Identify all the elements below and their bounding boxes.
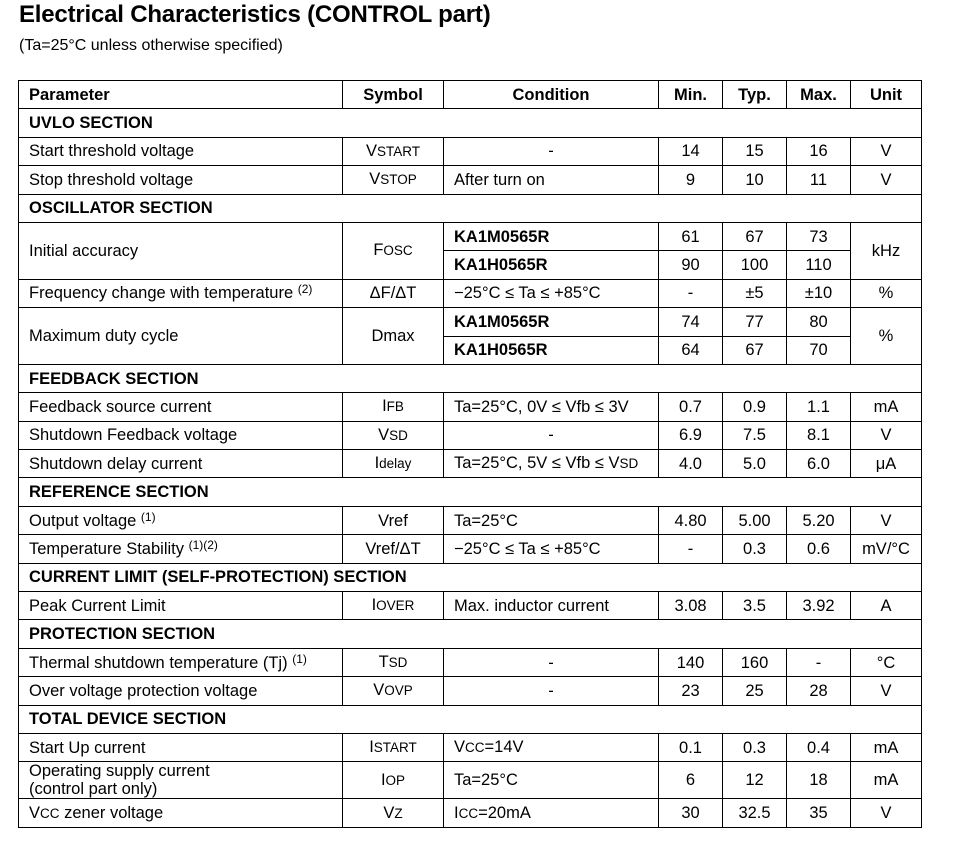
section-title: PROTECTION SECTION (19, 620, 922, 648)
footnote-ref: (2) (297, 282, 313, 297)
param-cell (19, 279, 343, 307)
footnote-ref: (1)(2) (188, 537, 218, 552)
section-title: UVLO SECTION (19, 109, 922, 137)
condition-cell (444, 733, 659, 761)
symbol-main: I (382, 397, 387, 416)
max-cell: - (787, 648, 851, 676)
max-cell: 0.4 (787, 733, 851, 761)
max-cell: 11 (787, 166, 851, 194)
condition-cell: KA1M0565R (444, 222, 659, 250)
max-cell: 80 (787, 308, 851, 336)
symbol-cell (343, 421, 444, 449)
param-rest: zener voltage (59, 803, 164, 822)
condition-cell (444, 450, 659, 478)
min-cell: 6 (659, 762, 723, 799)
symbol-cell (343, 222, 444, 279)
condition-cell: - (444, 648, 659, 676)
condition-value: =14V (484, 738, 524, 757)
symbol-sub: OSC (383, 243, 413, 259)
table-row (19, 166, 922, 194)
section-row (19, 620, 922, 648)
typ-cell: 7.5 (723, 421, 787, 449)
header-min: Min. (659, 81, 723, 109)
section-row (19, 563, 922, 591)
max-cell: 16 (787, 137, 851, 165)
param-cell: Peak Current Limit (19, 592, 343, 620)
table-row (19, 137, 922, 165)
max-cell: 1.1 (787, 393, 851, 421)
min-cell: 23 (659, 677, 723, 705)
min-cell: 140 (659, 648, 723, 676)
symbol-cell (343, 166, 444, 194)
unit-cell: mA (851, 733, 922, 761)
condition-sub: CC (465, 740, 485, 756)
table-row (19, 506, 922, 534)
min-cell: 0.7 (659, 393, 723, 421)
section-title: TOTAL DEVICE SECTION (19, 705, 922, 733)
unit-cell: % (851, 279, 922, 307)
symbol-cell (343, 762, 444, 799)
table-row (19, 450, 922, 478)
footnote-ref: (1) (292, 651, 307, 666)
section-title: OSCILLATOR SECTION (19, 194, 922, 222)
unit-cell: V (851, 799, 922, 827)
symbol-cell: Vref/ΔT (343, 535, 444, 563)
page-subtitle: (Ta=25°C unless otherwise specified) (19, 37, 283, 54)
max-cell: 110 (787, 251, 851, 279)
typ-cell: 10 (723, 166, 787, 194)
param-cell: Start threshold voltage (19, 137, 343, 165)
typ-cell: 5.0 (723, 450, 787, 478)
symbol-main: I (371, 596, 377, 615)
condition-cell: - (444, 137, 659, 165)
unit-cell: V (851, 166, 922, 194)
symbol-cell: Dmax (343, 308, 444, 365)
param-cell (19, 762, 343, 799)
condition-cell (444, 799, 659, 827)
param-cell (19, 506, 343, 534)
condition-cell: KA1M0565R (444, 308, 659, 336)
max-cell: 6.0 (787, 450, 851, 478)
symbol-cell (343, 393, 444, 421)
table-row (19, 308, 922, 336)
symbol-main: F (373, 241, 384, 260)
section-row (19, 364, 922, 392)
param-cell: Stop threshold voltage (19, 166, 343, 194)
symbol-sub: START (373, 740, 417, 756)
table-row (19, 592, 922, 620)
max-cell: 0.6 (787, 535, 851, 563)
typ-cell: 0.9 (723, 393, 787, 421)
max-cell: 3.92 (787, 592, 851, 620)
param-cell: Over voltage protection voltage (19, 677, 343, 705)
min-cell: 90 (659, 251, 723, 279)
section-row (19, 109, 922, 137)
param-cell (19, 535, 343, 563)
condition-sub: CC (458, 805, 479, 821)
typ-cell: 77 (723, 308, 787, 336)
condition-cell: Max. inductor current (444, 592, 659, 620)
section-title: CURRENT LIMIT (SELF-PROTECTION) SECTION (19, 563, 922, 591)
min-cell: 6.9 (659, 421, 723, 449)
param-text: Thermal shutdown temperature (Tj) (29, 653, 288, 672)
param-line-2: (control part only) (29, 780, 158, 799)
typ-cell: 25 (723, 677, 787, 705)
condition-cell: After turn on (444, 166, 659, 194)
page-title: Electrical Characteristics (CONTROL part) (19, 1, 491, 28)
min-cell: 14 (659, 137, 723, 165)
param-sub: CC (40, 805, 60, 821)
table-row (19, 733, 922, 761)
max-cell: 35 (787, 799, 851, 827)
symbol-main: T (378, 653, 389, 671)
section-title: FEEDBACK SECTION (19, 364, 922, 392)
table-row (19, 677, 922, 705)
condition-cell: KA1H0565R (444, 251, 659, 279)
max-cell: 28 (787, 677, 851, 705)
header-max: Max. (787, 81, 851, 109)
condition-cell: Ta=25°C (444, 762, 659, 799)
unit-cell: V (851, 677, 922, 705)
symbol-cell (343, 733, 444, 761)
table-row (19, 421, 922, 449)
table-row (19, 393, 922, 421)
header-symbol: Symbol (343, 81, 444, 109)
param-text: Temperature Stability (29, 539, 184, 558)
condition-cell: Ta=25°C (444, 506, 659, 534)
condition-main: I (454, 803, 459, 822)
typ-cell: 5.00 (723, 506, 787, 534)
unit-cell: mA (851, 762, 922, 799)
unit-cell: μA (851, 450, 922, 478)
symbol-main: V (383, 803, 395, 822)
param-cell: Feedback source current (19, 393, 343, 421)
condition-cell: - (444, 677, 659, 705)
symbol-cell (343, 648, 444, 676)
symbol-cell (343, 450, 444, 478)
unit-cell: V (851, 506, 922, 534)
symbol-main: V (378, 425, 390, 444)
param-cell: Start Up current (19, 733, 343, 761)
table-row (19, 279, 922, 307)
table-row (19, 535, 922, 563)
electrical-characteristics-table (18, 80, 922, 828)
max-cell: 8.1 (787, 421, 851, 449)
min-cell: 9 (659, 166, 723, 194)
unit-cell: V (851, 137, 922, 165)
condition-value: =20mA (478, 803, 531, 822)
param-line-1: Operating supply current (29, 762, 210, 781)
table-row (19, 799, 922, 827)
section-row (19, 478, 922, 506)
param-text: Frequency change with temperature (29, 284, 294, 303)
min-cell: 4.80 (659, 506, 723, 534)
header-typ: Typ. (723, 81, 787, 109)
table-header-row (19, 81, 922, 109)
typ-cell: 0.3 (723, 733, 787, 761)
typ-cell: 100 (723, 251, 787, 279)
condition-sub: SD (619, 456, 639, 472)
typ-cell: 0.3 (723, 535, 787, 563)
symbol-sub: FB (386, 399, 404, 415)
param-cell (19, 799, 343, 827)
condition-cell: KA1H0565R (444, 336, 659, 364)
symbol-main: I (380, 770, 386, 789)
unit-cell: % (851, 308, 922, 365)
symbol-cell (343, 677, 444, 705)
table-row (19, 762, 922, 799)
table-row (19, 648, 922, 676)
symbol-sub: OP (385, 772, 406, 788)
header-condition: Condition (444, 81, 659, 109)
unit-cell: mA (851, 393, 922, 421)
symbol-main: V (369, 170, 381, 189)
symbol-sub: SD (389, 427, 408, 443)
symbol-main: V (365, 141, 377, 160)
typ-cell: 15 (723, 137, 787, 165)
min-cell: 3.08 (659, 592, 723, 620)
max-cell: 73 (787, 222, 851, 250)
condition-cell: −25°C ≤ Ta ≤ +85°C (444, 279, 659, 307)
condition-cell: - (444, 421, 659, 449)
typ-cell: 12 (723, 762, 787, 799)
symbol-sub: SD (388, 655, 408, 670)
min-cell: 74 (659, 308, 723, 336)
section-title: REFERENCE SECTION (19, 478, 922, 506)
symbol-main: V (373, 681, 385, 700)
typ-cell: 32.5 (723, 799, 787, 827)
max-cell: 5.20 (787, 506, 851, 534)
max-cell: ±10 (787, 279, 851, 307)
typ-cell: 160 (723, 648, 787, 676)
param-cell: Initial accuracy (19, 222, 343, 279)
header-parameter: Parameter (19, 81, 343, 109)
typ-cell: 67 (723, 222, 787, 250)
symbol-sub: START (377, 143, 421, 159)
param-text: Output voltage (29, 511, 137, 530)
symbol-cell: Vref (343, 506, 444, 534)
param-cell (19, 648, 343, 676)
symbol-sub: STOP (380, 172, 417, 188)
condition-main: Ta=25°C, 5V ≤ Vfb ≤ V (454, 454, 620, 473)
footnote-ref: (1) (140, 509, 156, 524)
condition-cell: Ta=25°C, 0V ≤ Vfb ≤ 3V (444, 393, 659, 421)
typ-cell: 3.5 (723, 592, 787, 620)
unit-cell: mV/°C (851, 535, 922, 563)
condition-cell: −25°C ≤ Ta ≤ +85°C (444, 535, 659, 563)
section-row (19, 194, 922, 222)
symbol-sub: Z (394, 805, 403, 821)
typ-cell: ±5 (723, 279, 787, 307)
param-cell: Maximum duty cycle (19, 308, 343, 365)
max-cell: 70 (787, 336, 851, 364)
symbol-main: I (369, 738, 374, 757)
min-cell: 61 (659, 222, 723, 250)
min-cell: 4.0 (659, 450, 723, 478)
param-main: V (29, 803, 41, 822)
min-cell: - (659, 279, 723, 307)
symbol-cell: ΔF/ΔT (343, 279, 444, 307)
symbol-sub: OVER (376, 598, 415, 614)
table-row (19, 222, 922, 250)
typ-cell: 67 (723, 336, 787, 364)
unit-cell: kHz (851, 222, 922, 279)
min-cell: 0.1 (659, 733, 723, 761)
symbol-cell (343, 592, 444, 620)
param-cell: Shutdown delay current (19, 450, 343, 478)
unit-cell: V (851, 421, 922, 449)
symbol-cell (343, 799, 444, 827)
min-cell: 30 (659, 799, 723, 827)
header-unit: Unit (851, 81, 922, 109)
symbol-main: I (374, 454, 380, 473)
unit-cell: °C (851, 648, 922, 676)
symbol-sub: OVP (384, 683, 413, 699)
max-cell: 18 (787, 762, 851, 799)
unit-cell: A (851, 592, 922, 620)
symbol-cell (343, 137, 444, 165)
min-cell: - (659, 535, 723, 563)
section-row (19, 705, 922, 733)
param-cell: Shutdown Feedback voltage (19, 421, 343, 449)
condition-main: V (454, 738, 466, 757)
min-cell: 64 (659, 336, 723, 364)
symbol-sub: delay (379, 456, 412, 472)
